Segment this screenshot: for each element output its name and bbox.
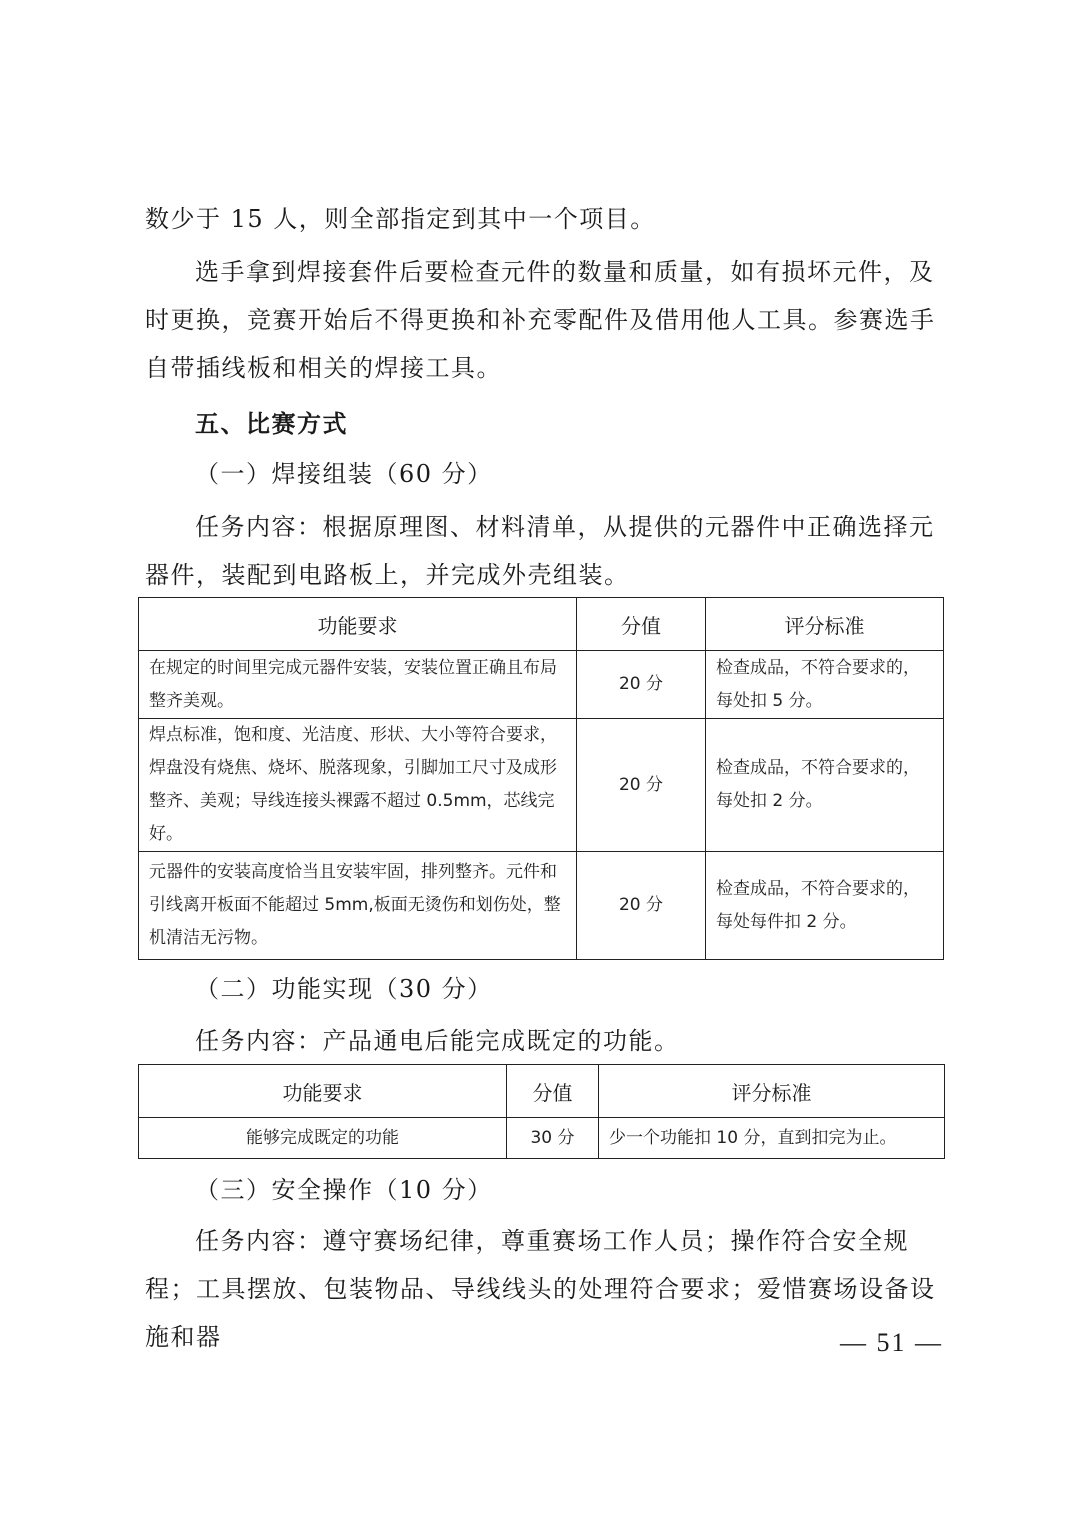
table-row (139, 852, 944, 960)
paragraph-continuation: 数少于 15 人，则全部指定到其中一个项目。 (145, 205, 656, 233)
scoring-table-assembly (138, 597, 944, 960)
cell-score: 20 分 (577, 651, 706, 719)
cell-requirement: 能够完成既定的功能 (139, 1118, 507, 1159)
section-title: 五、比赛方式 (195, 409, 348, 438)
cell-requirement: 焊点标准，饱和度、光洁度、形状、大小等符合要求，焊盘没有烧焦、烧坏、脱落现象，引脚加工尺寸及成形整齐、美观；导线连接头裸露不超过 0.5mm，芯线完好。 (139, 719, 577, 852)
header-requirement: 功能要求 (139, 1065, 507, 1118)
header-score: 分值 (577, 598, 706, 651)
header-score: 分值 (507, 1065, 599, 1118)
table-row (139, 1118, 945, 1159)
table-header-row (139, 598, 944, 651)
scoring-table-function (138, 1064, 945, 1159)
page-number: — 51 — (840, 1328, 943, 1357)
cell-criteria: 检查成品，不符合要求的，每处每件扣 2 分。 (706, 852, 944, 960)
paragraph-inspection: 选手拿到焊接套件后要检查元件的数量和质量，如有损坏元件，及时更换，竞赛开始后不得更换和补充零配件及借用他人工具。参赛选手自带插线板和相关的焊接工具。 (145, 258, 936, 382)
subsection-1-title: （一）焊接组装（60 分） (195, 460, 493, 488)
cell-score: 20 分 (577, 719, 706, 852)
cell-criteria: 检查成品，不符合要求的，每处扣 5 分。 (706, 651, 944, 719)
subsection-2-title: （二）功能实现（30 分） (195, 975, 493, 1003)
cell-score: 30 分 (507, 1118, 599, 1159)
header-requirement: 功能要求 (139, 598, 577, 651)
header-criteria: 评分标准 (599, 1065, 945, 1118)
subsection-2-task: 任务内容：产品通电后能完成既定的功能。 (195, 1027, 680, 1055)
table-header-row (139, 1065, 945, 1118)
subsection-3-task: 任务内容：遵守赛场纪律，尊重赛场工作人员；操作符合安全规程；工具摆放、包装物品、导线线头的处理符合要求；爱惜赛场设备设施和器 (145, 1227, 936, 1351)
subsection-1-task: 任务内容：根据原理图、材料清单，从提供的元器件中正确选择元器件，装配到电路板上，并完成外壳组装。 (145, 513, 935, 589)
header-criteria: 评分标准 (706, 598, 944, 651)
cell-criteria: 少一个功能扣 10 分，直到扣完为止。 (599, 1118, 945, 1159)
cell-score: 20 分 (577, 852, 706, 960)
cell-requirement: 元器件的安装高度恰当且安装牢固，排列整齐。元件和引线离开板面不能超过 5mm,板面无烫伤和划伤处，整机清洁无污物。 (139, 852, 577, 960)
table-row (139, 719, 944, 852)
subsection-3-title: （三）安全操作（10 分） (195, 1176, 493, 1204)
cell-criteria: 检查成品，不符合要求的，每处扣 2 分。 (706, 719, 944, 852)
cell-requirement: 在规定的时间里完成元器件安装，安装位置正确且布局整齐美观。 (139, 651, 577, 719)
table-row (139, 651, 944, 719)
